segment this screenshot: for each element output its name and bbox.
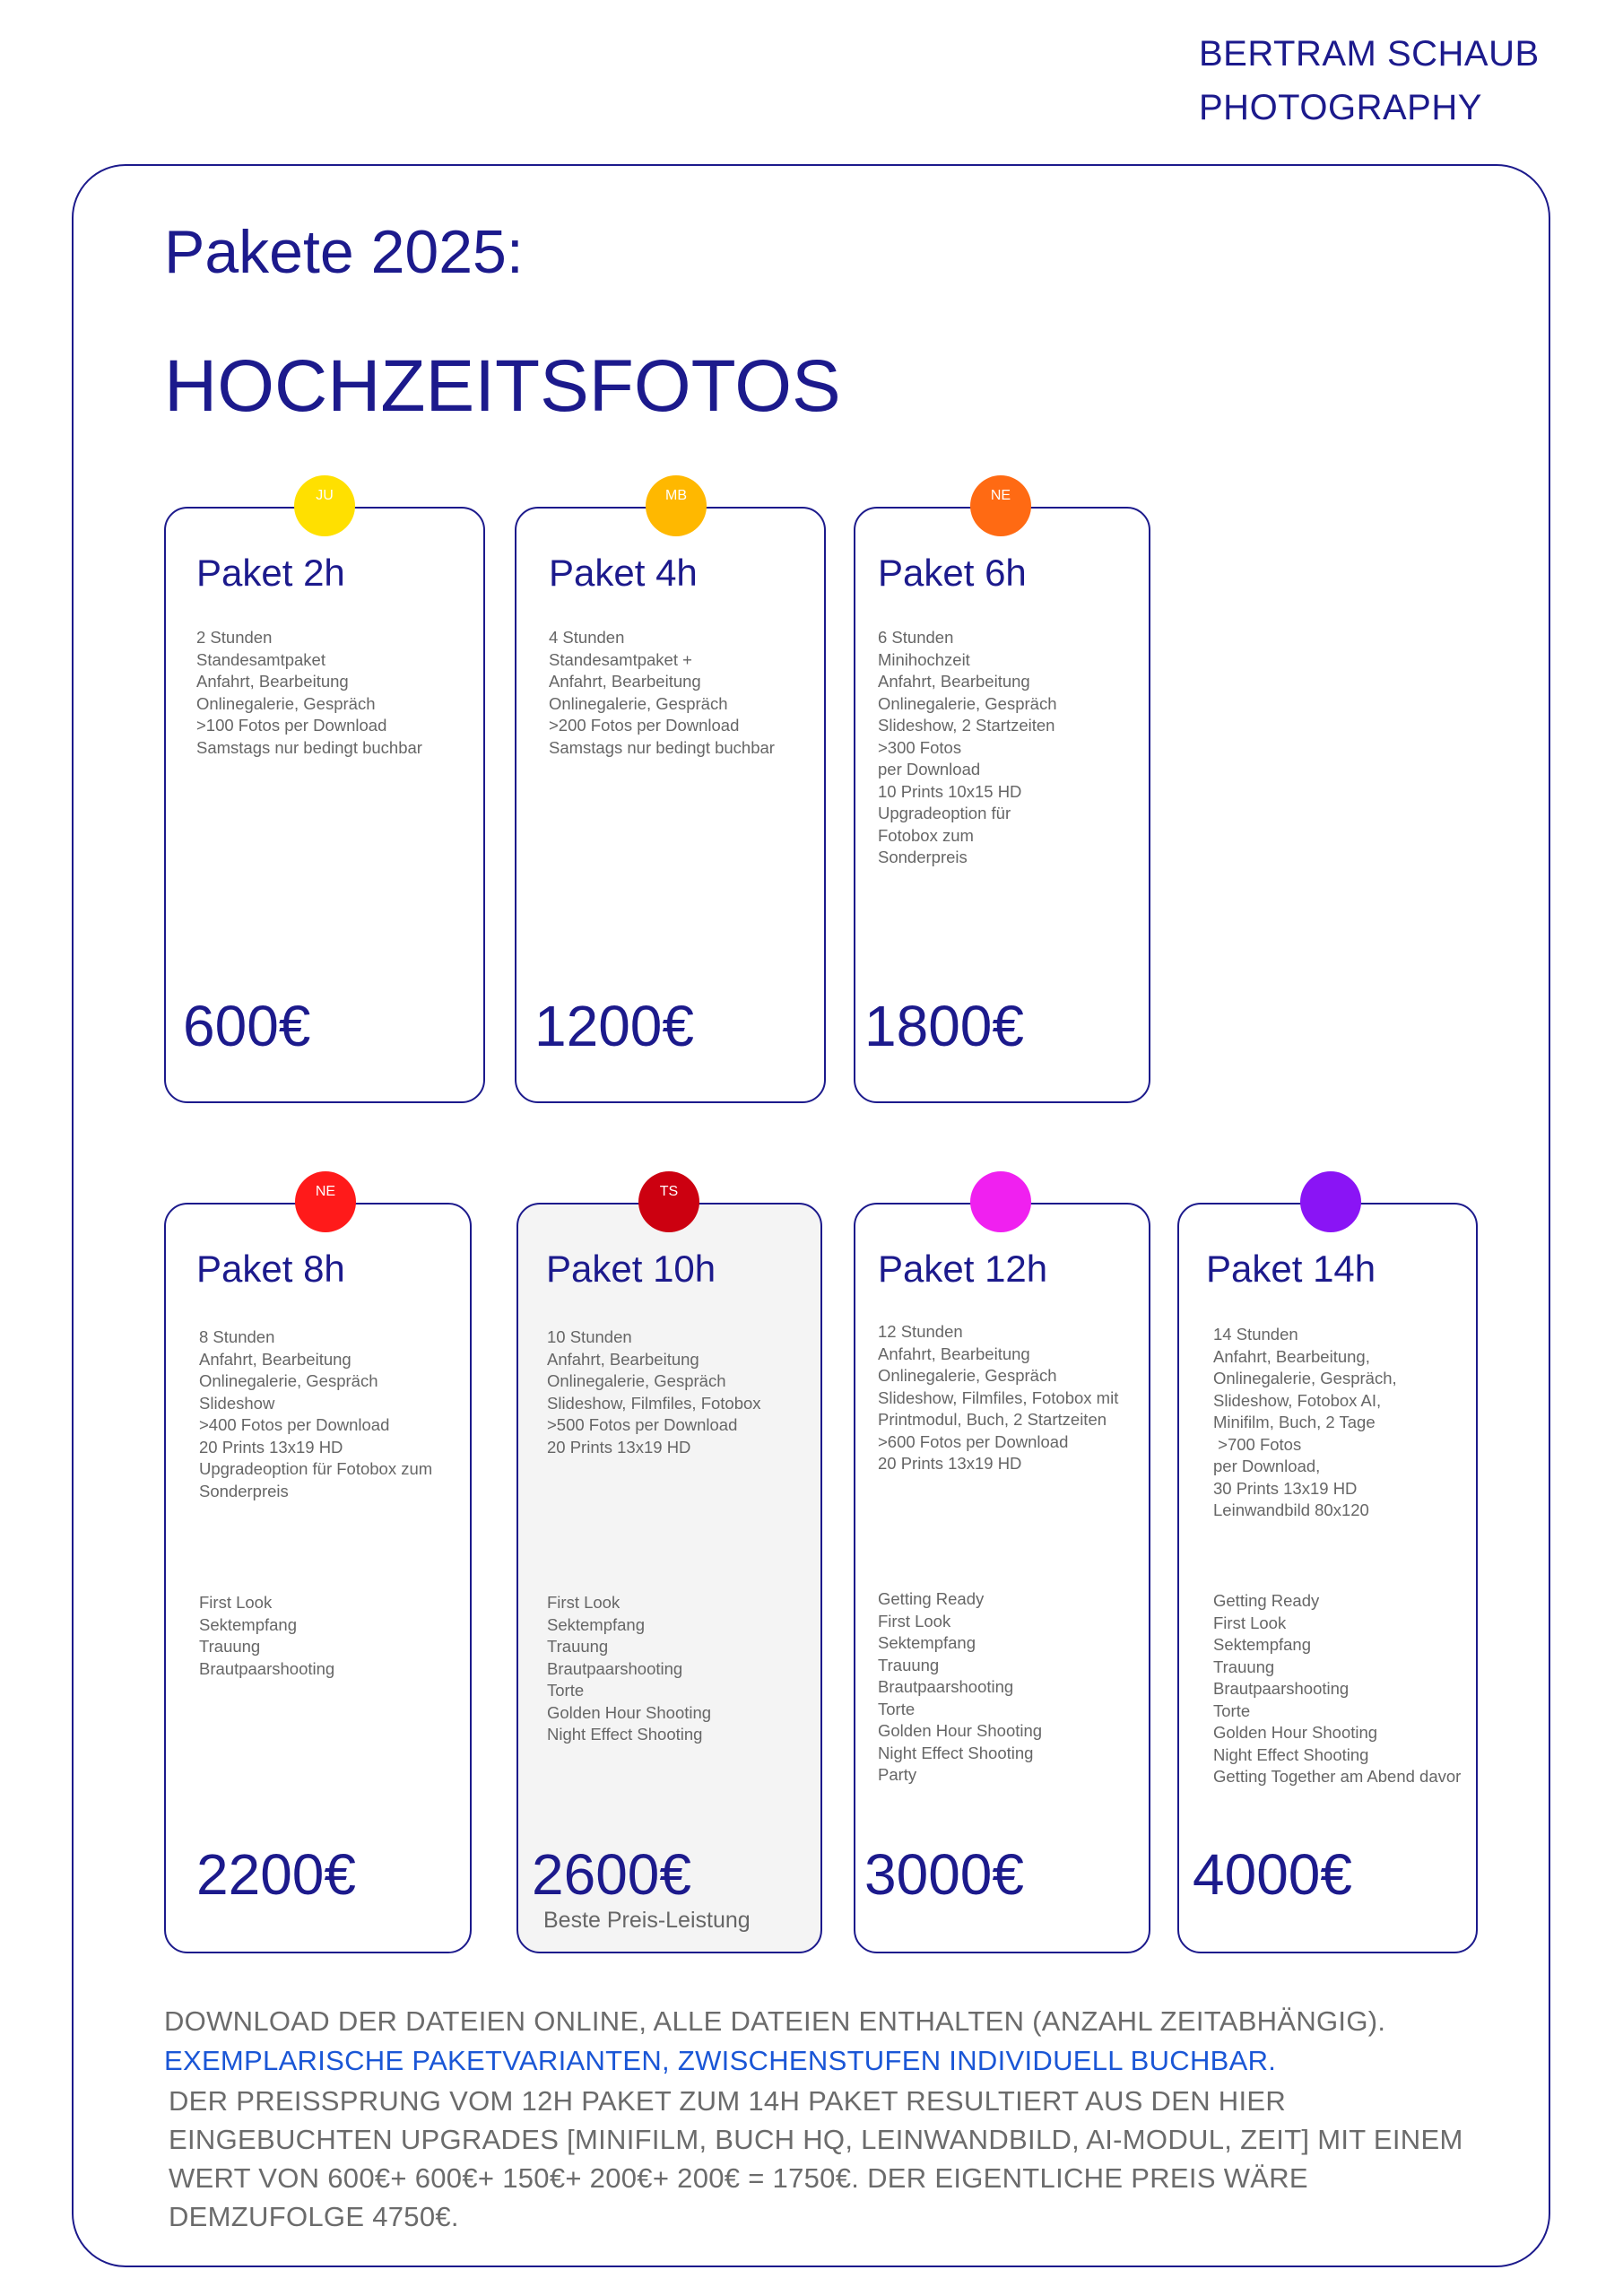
detail-line: 20 Prints 13x19 HD [199, 1437, 343, 1457]
detail-line: Onlinegalerie, Gespräch [878, 693, 1057, 713]
detail-line: >200 Fotos per Download [549, 716, 740, 735]
detail-line: Onlinegalerie, Gespräch [549, 693, 728, 713]
detail-line: 14 Stunden [1213, 1325, 1298, 1344]
detail-line: 10 Prints 10x15 HD [878, 781, 1022, 801]
package-badge: NE [970, 475, 1031, 536]
detail-line: 10 Stunden [547, 1327, 632, 1346]
detail-line: per Download, [1213, 1457, 1321, 1475]
detail-line: Slideshow, Filmfiles, Fotobox mit [878, 1387, 1119, 1407]
package-price: 600€ [183, 994, 311, 1058]
package-title: Paket 12h [878, 1248, 1048, 1290]
extra-line: Sektempfang [199, 1614, 298, 1634]
detail-line: Anfahrt, Bearbeitung, [1213, 1346, 1370, 1366]
detail-line: Samstags nur bedingt buchbar [549, 737, 775, 757]
package-card-4h [515, 507, 826, 1103]
brand-logo [1199, 27, 1540, 135]
extra-line: Sektempfang [878, 1633, 976, 1652]
extra-line: Brautpaarshooting [878, 1677, 1014, 1696]
page-subtitle: Pakete 2025: [164, 218, 524, 286]
package-extras [199, 1592, 334, 1680]
detail-line: Anfahrt, Bearbeitung [199, 1349, 352, 1369]
extra-line: Torte [1213, 1700, 1251, 1720]
package-details [1213, 1324, 1397, 1522]
detail-line: per Download [878, 760, 981, 778]
detail-line: Upgradeoption für [878, 804, 1011, 822]
extra-line: Getting Together am Abend davor [1213, 1767, 1462, 1786]
package-card-10h [516, 1203, 822, 1953]
package-title: Paket 10h [546, 1248, 716, 1290]
best-value-note: Beste Preis-Leistung [543, 1908, 751, 1933]
detail-line: 8 Stunden [199, 1327, 275, 1346]
detail-line: 2 Stunden [196, 628, 273, 647]
package-badge [970, 1171, 1031, 1232]
detail-line: Sonderpreis [199, 1481, 289, 1500]
package-card-2h [164, 507, 485, 1103]
detail-line: Slideshow [199, 1393, 275, 1413]
package-title: Paket 8h [196, 1248, 345, 1290]
detail-line: Printmodul, Buch, 2 Startzeiten [878, 1410, 1107, 1429]
detail-line: Onlinegalerie, Gespräch, [1213, 1369, 1397, 1387]
detail-line: Leinwandbild 80x120 [1213, 1500, 1369, 1519]
package-badge: NE [295, 1171, 356, 1232]
detail-line: Onlinegalerie, Gespräch [878, 1366, 1057, 1385]
extra-line: Trauung [199, 1637, 261, 1656]
extra-line: First Look [1213, 1613, 1287, 1632]
extra-line: Trauung [547, 1637, 609, 1656]
detail-line: Onlinegalerie, Gespräch [196, 693, 376, 713]
extra-line: Getting Ready [1213, 1591, 1320, 1610]
detail-line: Onlinegalerie, Gespräch [199, 1371, 378, 1390]
page-title: HOCHZEITSFOTOS [164, 345, 841, 427]
extra-line: First Look [547, 1593, 621, 1612]
footer-download-note: DOWNLOAD DER DATEIEN ONLINE, ALLE DATEIEN ENTHALTEN (ANZAHL ZEITABHÄNGIG). [164, 2005, 1386, 2037]
detail-line: Onlinegalerie, Gespräch [547, 1371, 726, 1390]
package-title: Paket 6h [878, 552, 1027, 594]
package-price: 1200€ [534, 994, 694, 1058]
extra-line: Night Effect Shooting [878, 1743, 1034, 1762]
extra-line: First Look [878, 1611, 951, 1631]
footer-price-explanation: DER PREISSPRUNG VOM 12H PAKET ZUM 14H PAKET RESULTIERT AUS DEN HIER EINGEBUCHTEN UPGRADES [MINIFILM, BUCH HQ, LEINWANDBILD, AI-MODUL, ZEIT] MIT EINEM WERT VON 600€+ 600€+ 150€+ 200€+ 200€ = 1750€. DER EIGENTLICHE PREIS WÄRE DEMZUFOLGE 4750€. [169, 2085, 1463, 2232]
package-price: 3000€ [864, 1842, 1024, 1907]
detail-line: Anfahrt, Bearbeitung [547, 1349, 699, 1369]
detail-line: 30 Prints 13x19 HD [1213, 1478, 1358, 1498]
package-badge: MB [646, 475, 707, 536]
detail-line: Anfahrt, Bearbeitung [878, 672, 1030, 691]
package-badge [1300, 1171, 1361, 1232]
brand-subtitle: PHOTOGRAPHY [1199, 88, 1482, 127]
package-card-14h [1177, 1203, 1478, 1953]
extra-line: Brautpaarshooting [1213, 1679, 1350, 1698]
detail-line: Samstags nur bedingt buchbar [196, 737, 422, 757]
detail-line: Minifilm, Buch, 2 Tage [1213, 1413, 1376, 1431]
extra-line: Party [878, 1765, 917, 1784]
package-price: 2600€ [532, 1842, 691, 1907]
detail-line: 20 Prints 13x19 HD [547, 1437, 691, 1457]
package-badge: TS [638, 1171, 699, 1232]
package-details [199, 1326, 432, 1502]
detail-line: Slideshow, Filmfiles, Fotobox [547, 1393, 761, 1413]
detail-line: Anfahrt, Bearbeitung [549, 672, 701, 691]
package-details [549, 627, 775, 759]
package-card-6h [854, 507, 1150, 1103]
detail-line: Fotobox zum [878, 825, 974, 845]
extra-line: Getting Ready [878, 1589, 985, 1608]
extra-line: Trauung [1213, 1657, 1275, 1676]
extra-line: Trauung [878, 1655, 940, 1674]
detail-line: >500 Fotos per Download [547, 1415, 738, 1434]
detail-line: Minihochzeit [878, 649, 970, 669]
detail-line: >700 Fotos [1213, 1434, 1302, 1454]
detail-line: Standesamtpaket + [549, 649, 692, 669]
package-extras [1213, 1590, 1461, 1788]
extra-line: Sektempfang [547, 1614, 646, 1634]
package-title: Paket 4h [549, 552, 698, 594]
package-extras [878, 1588, 1042, 1787]
package-details [196, 627, 422, 759]
extra-line: Sektempfang [1213, 1635, 1312, 1654]
package-price: 2200€ [196, 1842, 356, 1907]
detail-line: 4 Stunden [549, 628, 625, 647]
extra-line: Torte [547, 1681, 585, 1700]
brand-name: BERTRAM SCHAUB [1199, 34, 1540, 74]
detail-line: >300 Fotos [878, 737, 962, 757]
package-details [547, 1326, 761, 1458]
package-price: 4000€ [1193, 1842, 1352, 1907]
detail-line: Anfahrt, Bearbeitung [196, 672, 349, 691]
detail-line: 6 Stunden [878, 628, 954, 647]
extra-line: Night Effect Shooting [547, 1725, 703, 1744]
detail-line: >100 Fotos per Download [196, 716, 387, 735]
extra-line: First Look [199, 1593, 273, 1612]
detail-line: Anfahrt, Bearbeitung [878, 1344, 1030, 1363]
detail-line: Slideshow, 2 Startzeiten [878, 716, 1055, 735]
package-price: 1800€ [864, 994, 1024, 1058]
package-details [878, 627, 1057, 869]
detail-line: 20 Prints 13x19 HD [878, 1454, 1022, 1473]
detail-line: Standesamtpaket [196, 649, 325, 669]
extra-line: Golden Hour Shooting [1213, 1723, 1378, 1742]
detail-line: Slideshow, Fotobox AI, [1213, 1390, 1382, 1410]
extra-line: Night Effect Shooting [1213, 1744, 1369, 1764]
package-card-12h [854, 1203, 1150, 1953]
package-extras [547, 1592, 711, 1746]
package-details [878, 1321, 1118, 1475]
extra-line: Golden Hour Shooting [878, 1721, 1043, 1740]
extra-line: Torte [878, 1699, 916, 1718]
footer-variants-note: EXEMPLARISCHE PAKETVARIANTEN, ZWISCHENSTUFEN INDIVIDUELL BUCHBAR. [164, 2045, 1277, 2076]
extra-line: Golden Hour Shooting [547, 1702, 712, 1722]
detail-line: Upgradeoption für Fotobox zum [199, 1459, 433, 1478]
package-badge: JU [294, 475, 355, 536]
package-card-8h [164, 1203, 472, 1953]
extra-line: Brautpaarshooting [547, 1658, 683, 1678]
package-title: Paket 2h [196, 552, 345, 594]
detail-line: 12 Stunden [878, 1322, 963, 1341]
extra-line: Brautpaarshooting [199, 1658, 335, 1678]
detail-line: >600 Fotos per Download [878, 1431, 1069, 1451]
detail-line: Sonderpreis [878, 848, 968, 866]
detail-line: >400 Fotos per Download [199, 1415, 390, 1434]
package-title: Paket 14h [1206, 1248, 1376, 1290]
